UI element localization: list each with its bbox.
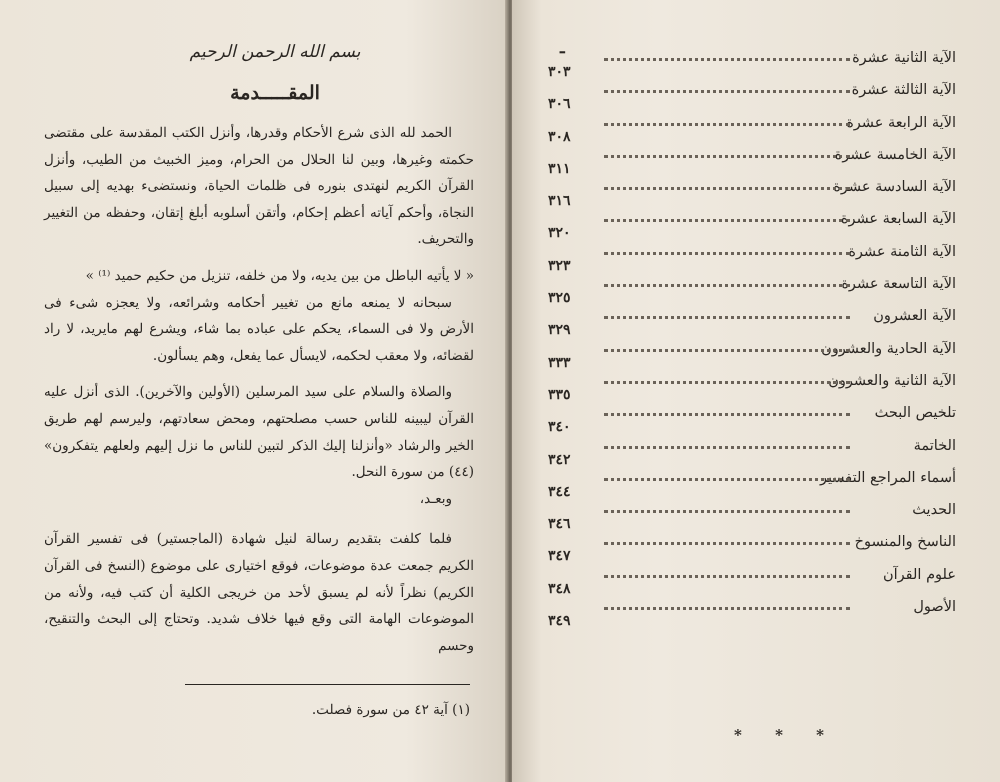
toc-entry-page: ٣٢٠ [548, 225, 571, 242]
toc-entry-page: ٣٤٦ [548, 516, 571, 533]
toc-row [512, 341, 1000, 373]
footnote: (١) آية ٤٢ من سورة فصلت. [311, 702, 470, 718]
toc-entry-page: ٣٠٦ [548, 96, 571, 113]
toc-row [512, 115, 1000, 147]
paragraph-transition: وبعـد، [419, 490, 452, 507]
toc-entry-page: ٣٤٢ [548, 451, 571, 468]
toc-leader-dots [604, 381, 850, 384]
toc-entry-title: الآية الثامنة عشرة [848, 243, 956, 260]
toc-entry-page: ٣٤٧ [548, 548, 571, 565]
toc-row [512, 308, 1000, 340]
toc-entry-title: الحديث [912, 502, 956, 519]
toc-entry-page: ٣١١ [548, 160, 571, 177]
toc-entry-page: ٣٢٥ [548, 290, 571, 307]
toc-entry-page: ٣٠٣ [548, 64, 571, 80]
toc-leader-dots [604, 252, 850, 255]
toc-entry-title: الآية الثالثة عشرة [851, 82, 956, 99]
toc-row [512, 211, 1000, 243]
toc-entry-title: الآية الثانية عشرة [852, 50, 956, 66]
toc-entry-title: تلخيص البحث [874, 405, 956, 422]
toc-row [512, 534, 1000, 566]
introduction-body [44, 120, 474, 659]
toc-entry-title: الخاتمة [913, 437, 956, 454]
toc-entry-page: ٣٢٩ [548, 322, 571, 339]
toc-leader-dots [604, 478, 850, 481]
toc-row [512, 373, 1000, 405]
paragraph-thesis-topic: فلما كلفت بتقديم رسالة لنيل شهادة (الماجستير) فى تفسير القرآن الكريم جمعت عدة موضوعات، فوقع اختيارى على موضوع (النسخ فى القرآن الكريم) نظراً لأنه لم يسبق لأحد من خريجى الكلية أن كتب فيه، ولأنه من الموضوعات الهامة التى وقع فيها خلاف شديد. وتحتاج إلى البحث والتنقيح، وحسم [44, 531, 474, 654]
toc-leader-dots [604, 349, 850, 352]
toc-leader-dots [604, 284, 850, 287]
toc-entry-page: ٣٤٠ [548, 419, 571, 436]
toc-entry-page: ٣٤٤ [548, 483, 571, 500]
toc-row [512, 438, 1000, 470]
paragraph-salutation: والصلاة والسلام على سيد المرسلين (الأولين والآخرين). الذى أنزل عليه القرآن ليبينه للناس حسب مصلحتهم، ومحض سعادتهم، وليرسم لهم طريق الخير والرشاد «وأنزلنا إليك الذكر لتبين للناس ما نزل إليهم ولعلهم يتفكرون» (٤٤) من سورة النحل. [44, 384, 474, 481]
toc-entry-title: الأصول [913, 599, 956, 616]
toc-leader-dots [604, 413, 850, 416]
toc-leader-dots [604, 123, 850, 126]
right-page [512, 0, 1000, 782]
toc-row [512, 179, 1000, 211]
toc-row [512, 405, 1000, 437]
toc-entry-page: ٣١٦ [548, 193, 571, 210]
toc-leader-dots [604, 187, 850, 190]
toc-leader-dots [604, 510, 850, 513]
toc-entry-title: الناسخ والمنسوخ [854, 534, 956, 551]
toc-row [512, 567, 1000, 599]
toc-row [512, 50, 1000, 82]
toc-entry-title: الآية الرابعة عشرة [846, 114, 956, 131]
toc-entry-title: الآية الخامسة عشرة [834, 146, 956, 163]
toc-entry-page: ٣٢٣ [548, 257, 571, 274]
toc-row [512, 502, 1000, 534]
toc-row [512, 276, 1000, 308]
section-title: المقـــــدمة [230, 82, 320, 104]
toc-row [512, 244, 1000, 276]
toc-row [512, 599, 1000, 631]
paragraph-quran-quote: « لا يأتيه الباطل من بين يديه، ولا من خلفه، تنزيل من حكيم حميد ⁽¹⁾ » [85, 267, 474, 284]
toc-entry-page: ٣٤٩ [548, 613, 571, 630]
toc-row [512, 82, 1000, 114]
toc-entry-title: علوم القرآن [883, 566, 956, 583]
toc-leader-dots [604, 155, 850, 158]
toc-entry-title: الآية العشرون [873, 308, 956, 325]
toc-row [512, 470, 1000, 502]
paragraph-glorification: سبحانه لا يمنعه مانع من تغيير أحكامه وشرائعه، ولا يعجزه شىء فى الأرض ولا فى السماء، يحكم على عباده بما شاء، ويشرع لهم مايريد، لا راد لقضائه، ولا معقب لحكمه، لايسأل عما يفعل، وهم يسألون. [44, 294, 474, 364]
toc-entry-title: أسماء المراجع التفسير [819, 469, 956, 486]
toc-entry-title: الآية الحادية والعشرون [821, 340, 956, 357]
toc-row [512, 147, 1000, 179]
page-mark: ـ [560, 38, 565, 57]
toc-leader-dots [604, 542, 850, 545]
toc-leader-dots [604, 446, 850, 449]
toc-leader-dots [604, 90, 850, 93]
toc-entry-title: الآية السابعة عشرة [840, 211, 956, 228]
toc-entry-title: الآية السادسة عشرة [833, 179, 956, 196]
toc-leader-dots [604, 607, 850, 610]
toc-leader-dots [604, 219, 850, 222]
toc-entry-page: ٣٠٨ [548, 128, 571, 145]
end-mark: * * * [734, 726, 838, 744]
toc-entry-page: ٣٣٣ [548, 354, 571, 371]
toc-entry-title: الآية التاسعة عشرة [841, 276, 956, 293]
toc-leader-dots [604, 316, 850, 319]
table-of-contents [512, 50, 1000, 631]
basmala-heading: بسم الله الرحمن الرحيم [189, 42, 361, 62]
footnote-divider [185, 684, 470, 685]
toc-leader-dots [604, 575, 850, 578]
toc-leader-dots [604, 58, 850, 61]
toc-entry-title: الآية الثانية والعشرون [828, 372, 956, 389]
paragraph-praise: الحمد لله الذى شرع الأحكام وقدرها، وأنزل الكتب المقدسة على مقتضى حكمته وغيرها، وبين لنا الحلال من الحرام، وميز الخبيث من الطيب، وأنزل القرآن الكريم لنهتدى بنوره فى ظلمات الحياة، ونستضىء بهديه إلى سبيل النجاة، وأحكم آياته أعظم إحكام، وأتقن أسلوبه أبلغ إتقان، وحفظه من التغيير والتحريف. [44, 125, 474, 248]
toc-entry-page: ٣٣٥ [548, 386, 571, 403]
toc-entry-page: ٣٤٨ [548, 580, 571, 597]
